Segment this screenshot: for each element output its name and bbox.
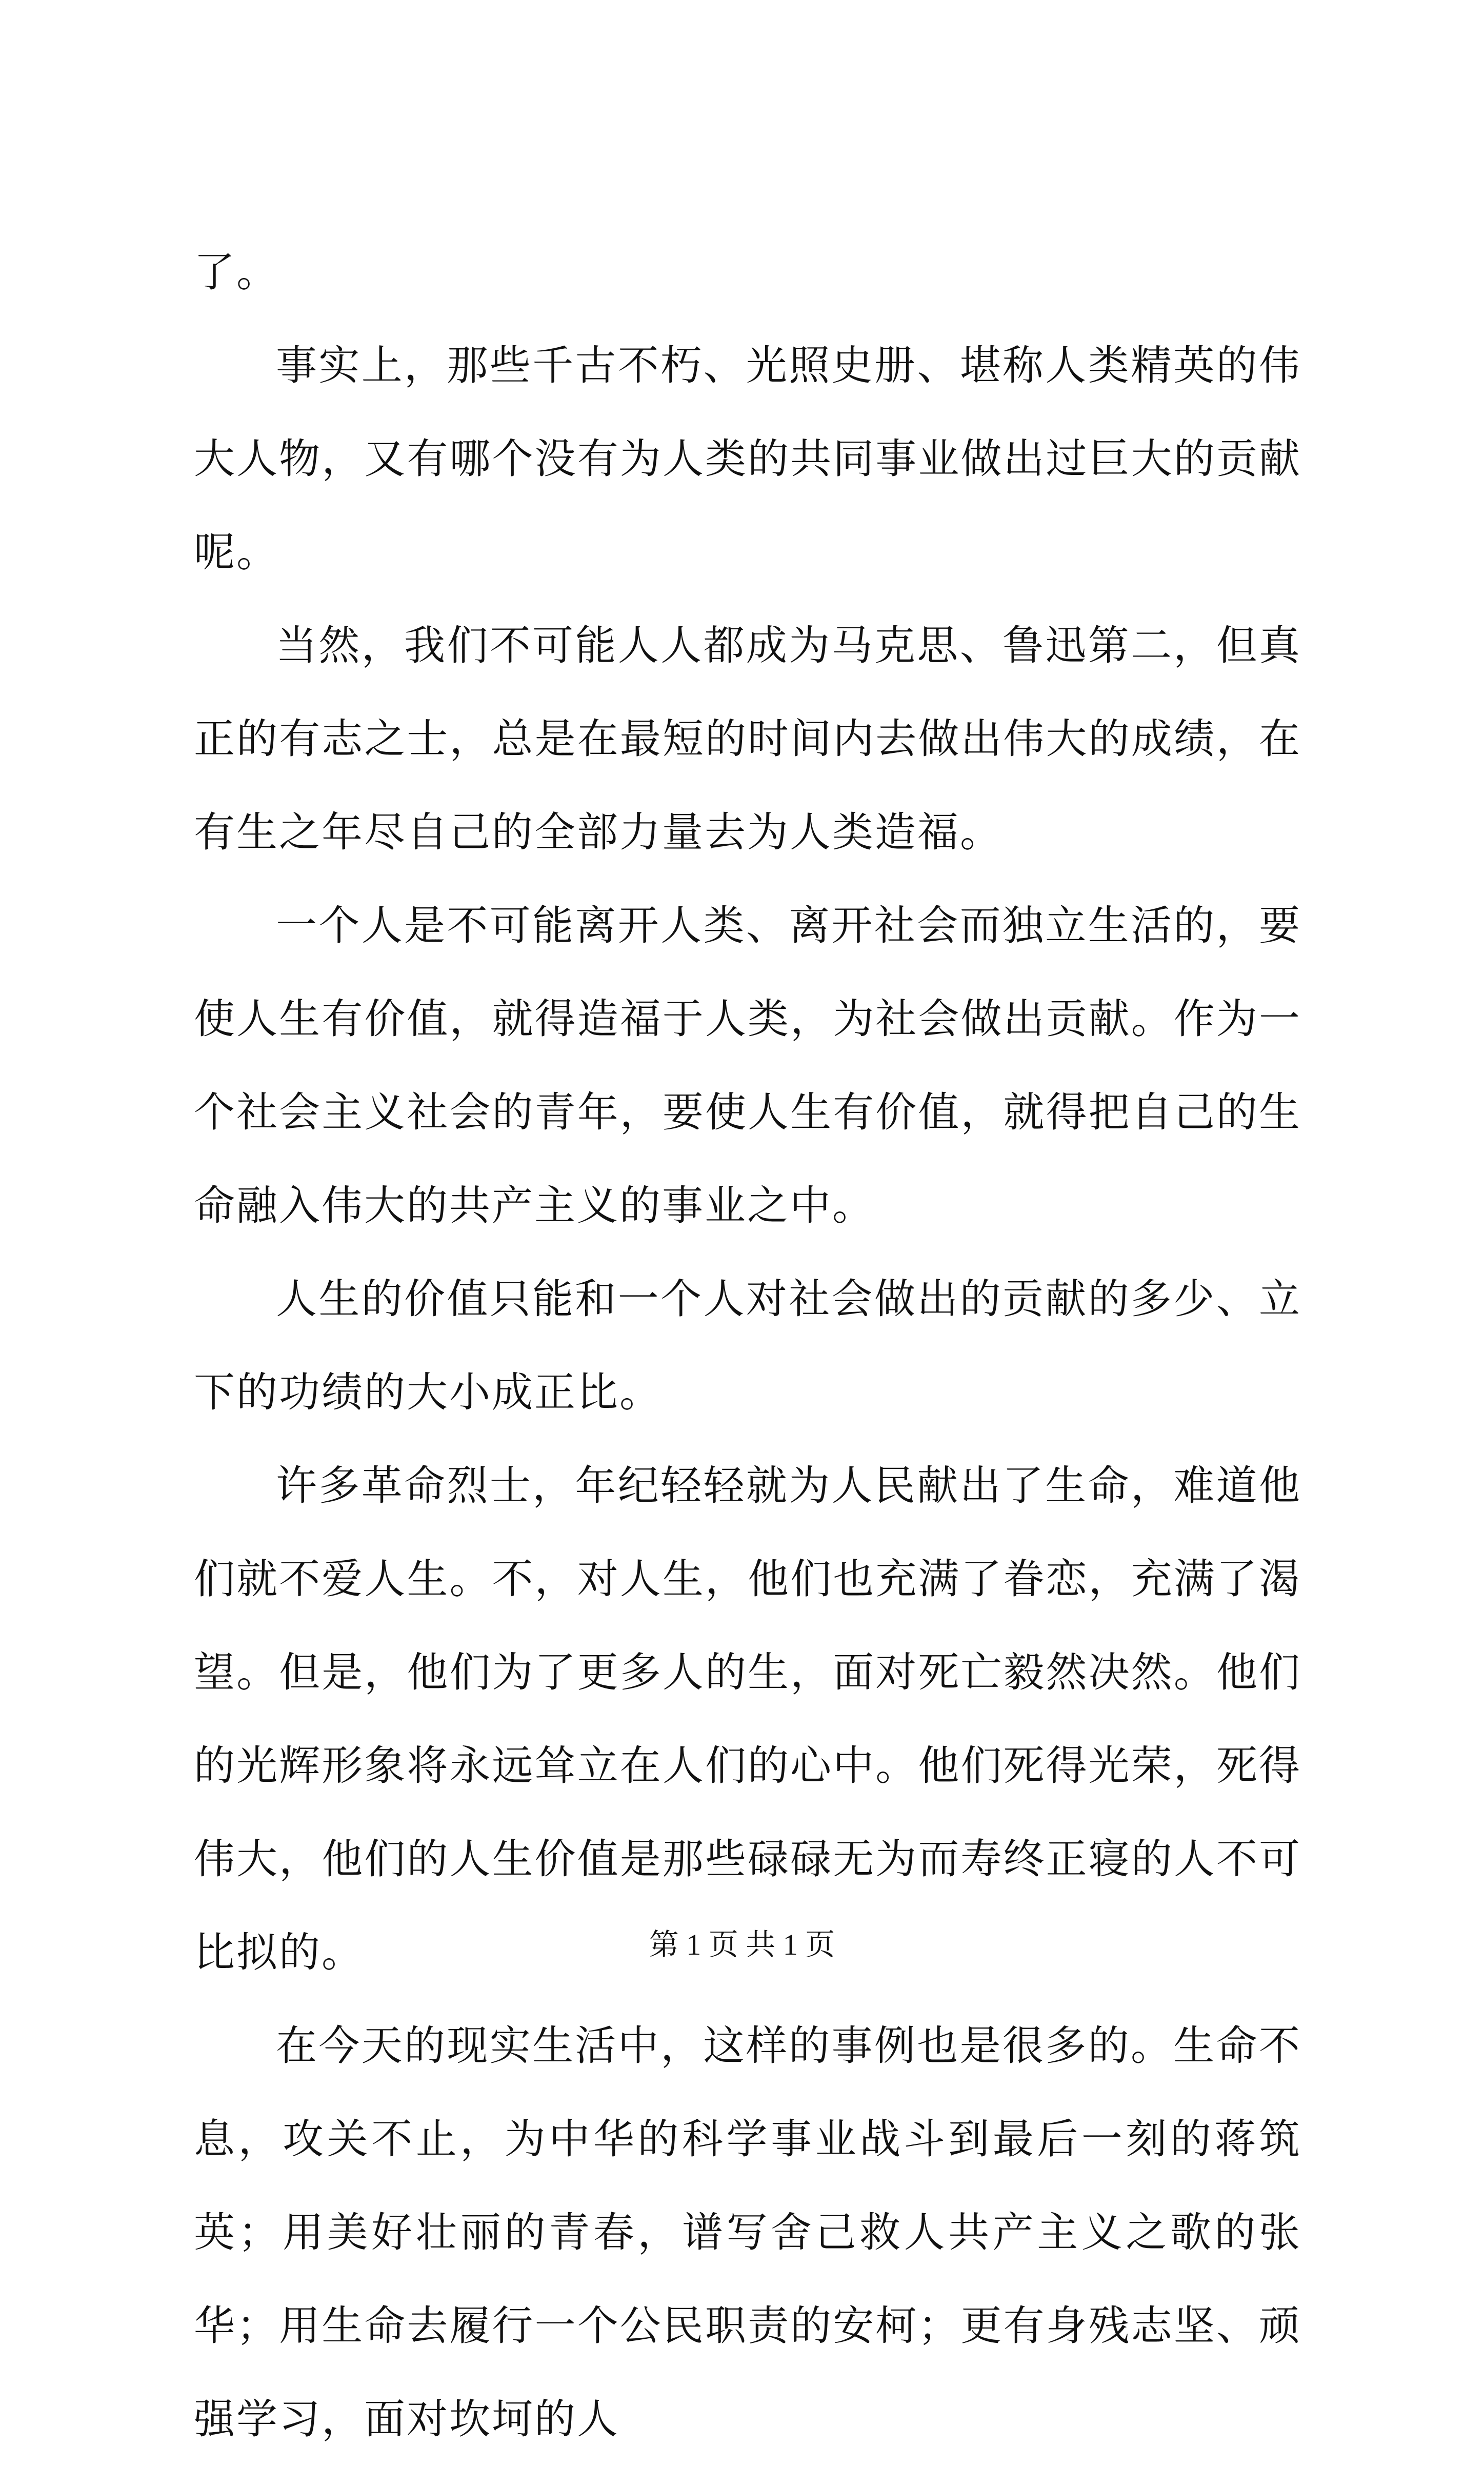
paragraph-4: 一个人是不可能离开人类、离开社会而独立生活的，要使人生有价值，就得造福于人类，为社会做出贡献。作为一个社会主义社会的青年，要使人生有价值，就得把自己的生命融入伟大的共产主义的事业之中。 xyxy=(194,902,1301,1229)
document-body xyxy=(194,226,1301,2466)
paragraph-3: 当然，我们不可能人人都成为马克思、鲁迅第二，但真正的有志之士，总是在最短的时间内去做出伟大的成绩，在有生之年尽自己的全部力量去为人类造福。 xyxy=(194,622,1301,856)
paragraph-5: 人生的价值只能和一个人对社会做出的贡献的多少、立下的功绩的大小成正比。 xyxy=(194,1275,1301,1416)
paragraph-6: 许多革命烈士，年纪轻轻就为人民献出了生命，难道他们就不爱人生。不，对人生，他们也充满了眷恋，充满了渴望。但是，他们为了更多人的生，面对死亡毅然决然。他们的光辉形象将永远耸立在人们的心中。他们死得光荣，死得伟大，他们的人生价值是那些碌碌无为而寿终正寝的人不可比拟的。 xyxy=(194,1462,1301,1976)
paragraph-1: 了。 xyxy=(194,248,279,296)
page-footer xyxy=(0,1924,1484,1965)
page-number-label: 第 1 页 共 1 页 xyxy=(649,1928,835,1961)
paragraph-7: 在今天的现实生活中，这样的事例也是很多的。生命不息，攻关不止，为中华的科学事业战斗到最后一刻的蒋筑英；用美好壮丽的青春，谱写舍己救人共产主义之歌的张华；用生命去履行一个公民职责的安柯；更有身残志坚、顽强学习，面对坎坷的人 xyxy=(194,2022,1301,2443)
paragraph-2: 事实上，那些千古不朽、光照史册、堪称人类精英的伟大人物，又有哪个没有为人类的共同事业做出过巨大的贡献呢。 xyxy=(194,342,1301,576)
